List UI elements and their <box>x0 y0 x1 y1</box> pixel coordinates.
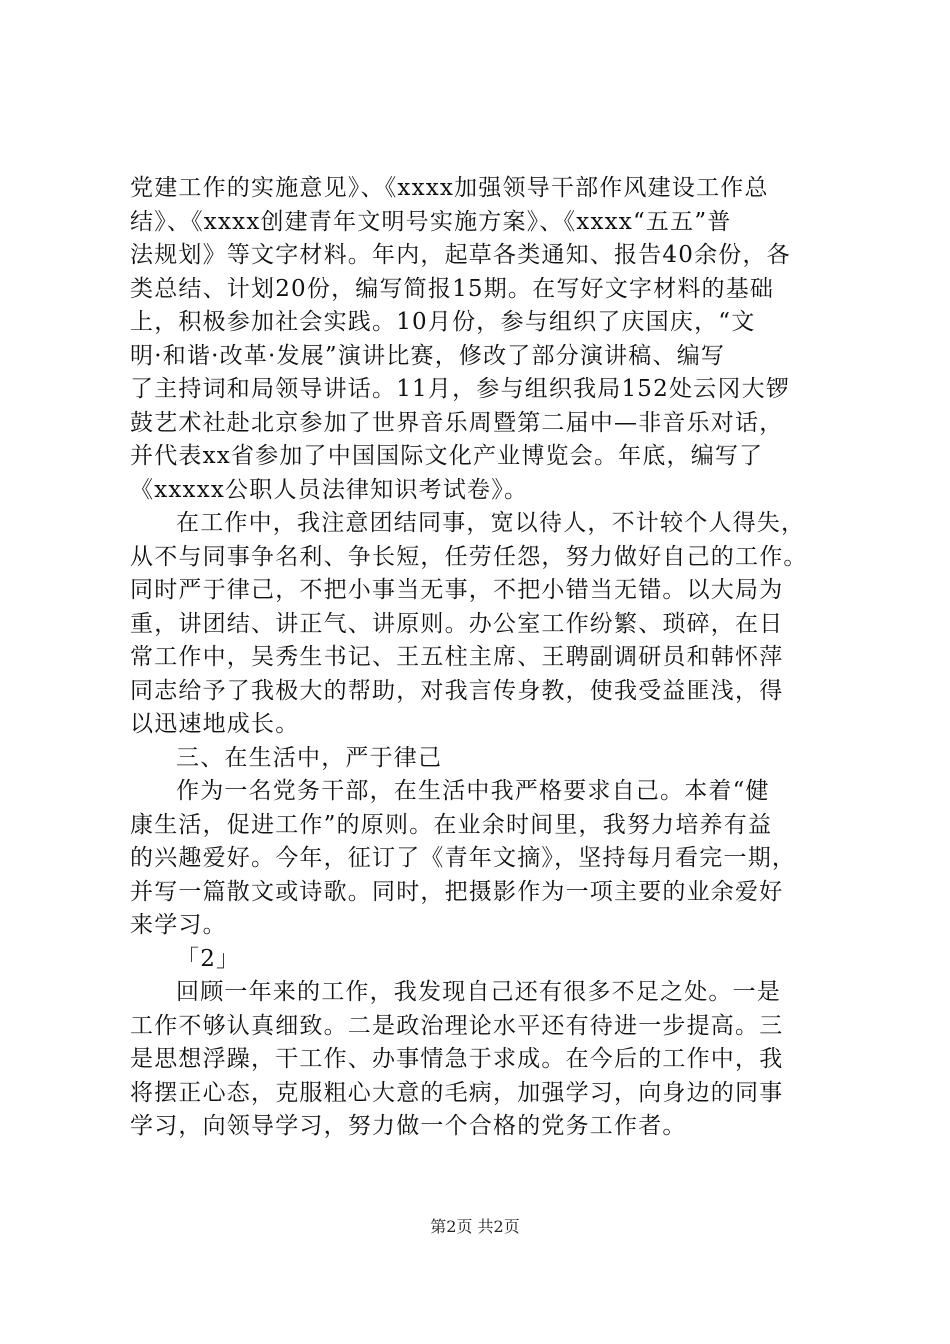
paragraph-start-line: 作为一名党务干部，在生活中我严格要求自己。本着“健 <box>176 778 770 804</box>
text-line: 结》、《xxxx创建青年文明号实施方案》、《xxxx“五五”普 <box>130 208 732 235</box>
document-body <box>130 172 830 1144</box>
text-line: 的兴趣爱好。今年，征订了《青年文摘》，坚持每月看完一期， <box>130 845 797 871</box>
text-line: 党建工作的实施意见》、《xxxx加强领导干部作风建设工作总 <box>130 175 769 201</box>
text-line: 工作不够认真细致。二是政治理论水平还有待进一步提高。三 <box>130 1012 784 1039</box>
text-line: 重，讲团结、讲正气、讲原则。办公室工作纷繁、琐碎，在日 <box>130 610 784 637</box>
text-line: 法规划》等文字材料。年内，起草各类通知、报告40余份，各 <box>130 242 791 268</box>
section-heading: 三、在生活中，严于律己 <box>176 744 443 771</box>
text-line: 同时严于律己，不把小事当无事，不把小错当无错。以大局为 <box>130 577 784 603</box>
text-line: 并代表xx省参加了中国国际文化产业博览会。年底，编写了 <box>130 443 764 469</box>
text-line: 是思想浮躁，干工作、办事情急于求成。在今后的工作中，我 <box>130 1046 784 1072</box>
text-line: 明·和谐·改革·发展”演讲比赛，修改了部分演讲稿、编写 <box>130 342 726 369</box>
text-line: 并写一篇散文或诗歌。同时，把摄影作为一项主要的业余爱好 <box>130 878 784 905</box>
text-line: 鼓艺术社赴北京参加了世界音乐周暨第二届中—非音乐对话， <box>130 409 784 436</box>
text-line: 来学习。 <box>130 912 227 938</box>
paragraph-start-line: 在工作中，我注意团结同事，宽以待人，不计较个人得失， <box>176 510 806 536</box>
paragraph-start-line: 回顾一年来的工作，我发现自己还有很多不足之处。一是 <box>176 979 781 1005</box>
text-line: 康生活，促进工作”的原则。在业余时间里，我努力培养有益 <box>130 811 773 838</box>
text-line: 《xxxxx公职人员法律知识考试卷》。 <box>130 476 529 503</box>
section-marker: 「2」 <box>176 945 241 972</box>
page-footer: 第2页 共2页 <box>430 1217 520 1236</box>
text-line: 将摆正心态，克服粗心大意的毛病，加强学习，向身边的同事 <box>130 1079 784 1106</box>
text-line: 从不与同事争名利、争长短，任劳任怨，努力做好自己的工作。 <box>130 543 808 570</box>
text-line: 学习，向领导学习，努力做一个合格的党务工作者。 <box>130 1113 687 1139</box>
text-line: 常工作中，吴秀生书记、王五柱主席、王聘副调研员和韩怀萍 <box>130 644 784 670</box>
text-line: 上，积极参加社会实践。10月份，参与组织了庆国庆，“文 <box>130 309 756 335</box>
text-line: 类总结、计划20份，编写简报15期。在写好文字材料的基础 <box>130 275 775 302</box>
text-line: 了主持词和局领导讲话。11月，参与组织我局152处云冈大锣 <box>130 376 790 402</box>
text-line: 以迅速地成长。 <box>130 711 300 737</box>
text-line: 同志给予了我极大的帮助，对我言传身教，使我受益匪浅，得 <box>130 677 784 704</box>
